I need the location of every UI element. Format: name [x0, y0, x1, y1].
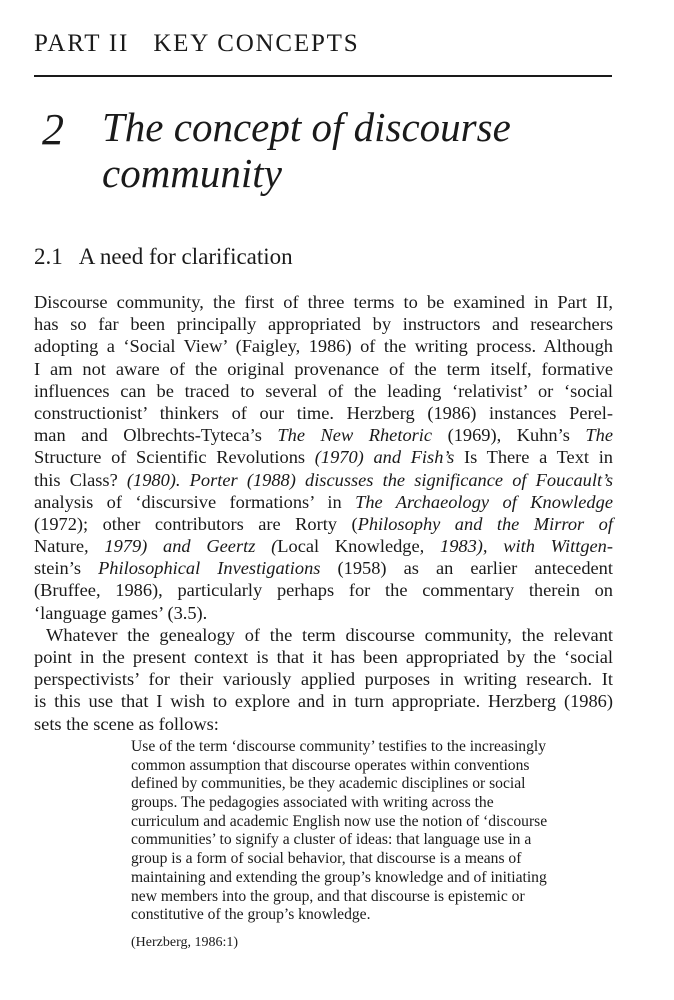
chapter-title-line-1: The concept of discourse: [102, 104, 511, 150]
text-run: this Class?: [34, 469, 118, 490]
block-quote: [131, 738, 617, 953]
chapter-title-line-2: community: [102, 150, 282, 196]
italic-title: Philosophy and the Mirror of: [357, 513, 613, 534]
text-run: stein’s: [34, 558, 99, 579]
text-line: Discourse community, the first of three terms to be examined in Part II,: [34, 292, 613, 312]
text-line: [34, 469, 613, 491]
text-line: (Bruffee, 1986), particularly perhaps for the commentary therein on: [34, 580, 613, 601]
italic-title: The: [585, 425, 613, 446]
quote-line: common assumption that discourse operates within conventions: [131, 756, 530, 774]
italic-title: (1980). Porter (1988) discusses the significance of Foucault’s: [117, 469, 613, 490]
quote-line: defined by communities, be they academic disciplines or social: [131, 775, 526, 793]
quote-line: Use of the term ‘discourse community’ testifies to the increasingly: [131, 738, 547, 755]
body-text: [34, 291, 613, 735]
text-run: Local Knowledge: [277, 536, 420, 557]
text-line: [34, 513, 613, 535]
text-run: analysis of ‘discursive formations’ in: [34, 491, 356, 512]
italic-title: (1970) and Fish’s: [305, 447, 464, 468]
text-line: perspectivists’ for their variously applied purposes in writing research. It: [34, 669, 613, 690]
chapter-title: [102, 104, 602, 196]
text-line: [34, 535, 613, 557]
quote-line: constitutive of the group’s knowledge.: [131, 906, 371, 924]
text-line: point in the present context is that it has been appropriated by the ‘social: [34, 647, 613, 667]
quote-line: new members into the group, and that discourse is epistemic or: [131, 887, 525, 905]
section-title: A need for clarification: [78, 244, 293, 269]
running-head: [34, 30, 359, 58]
text-line: has so far been principally appropriated by instructors and researchers: [34, 314, 613, 335]
quote-citation: (Herzberg, 1986:1): [131, 934, 239, 950]
quote-text: [131, 738, 617, 925]
text-run: (1972); other contributors are Rorty (: [34, 513, 358, 534]
italic-title: , 1983), with Wittgen-: [419, 536, 613, 557]
section-heading: [34, 244, 293, 270]
text-line: [34, 424, 613, 446]
text-run: (1969), Kuhn’s: [432, 425, 586, 446]
text-run: Structure of Scientific Revolutions: [34, 447, 306, 468]
text-run: Is There a Text in: [463, 447, 613, 468]
text-line: constructionist’ thinkers of our time. Herzberg (1986) instances Perel-: [34, 402, 613, 423]
header-rule: [34, 75, 612, 77]
text-line: influences can be traced to several of the leading ‘relativist’ or ‘social: [34, 380, 613, 401]
text-line: is this use that I wish to explore and in turn appropriate. Herzberg (1986): [34, 691, 613, 712]
text-line: [34, 491, 613, 513]
quote-line: group is a form of social behavior, that discourse is a means of: [131, 850, 522, 868]
italic-title: , 1979) and Geertz (: [84, 536, 278, 557]
quote-line: curriculum and academic English now use the notion of ‘discourse: [131, 812, 548, 830]
chapter-number: 2: [42, 105, 64, 154]
text-line: sets the scene as follows:: [34, 713, 219, 734]
text-line: ‘language games’ (3.5).: [34, 602, 208, 623]
italic-title: The Archaeology of Knowledge: [355, 491, 613, 512]
quote-line: communities’ to signify a cluster of ideas: that language use in a: [131, 831, 532, 849]
section-number: 2.1: [34, 244, 63, 269]
part-label: PART II: [34, 30, 130, 57]
text-line: [34, 446, 613, 468]
paragraph-2: [34, 624, 613, 735]
part-title: KEY CONCEPTS: [153, 30, 360, 57]
quote-line: maintaining and extending the group’s knowledge and of initiating: [131, 868, 547, 886]
italic-title: The New Rhetoric: [277, 425, 433, 446]
italic-title: Philosophical Investigations: [98, 558, 321, 579]
text-run: man and Olbrechts-Tyteca’s: [34, 425, 278, 446]
quote-line: groups. The pedagogies associated with writing across the: [131, 794, 494, 812]
text-line: adopting a ‘Social View’ (Faigley, 1986) of the writing process. Although: [34, 336, 613, 357]
text-run: Nature: [34, 536, 85, 557]
text-line: I am not aware of the original provenance of the term itself, formative: [34, 358, 613, 379]
text-line: [34, 557, 613, 579]
text-line: Whatever the genealogy of the term discourse community, the relevant: [46, 624, 613, 645]
text-run: (1958) as an earlier antecedent: [320, 558, 613, 579]
paragraph-1: [34, 291, 613, 624]
